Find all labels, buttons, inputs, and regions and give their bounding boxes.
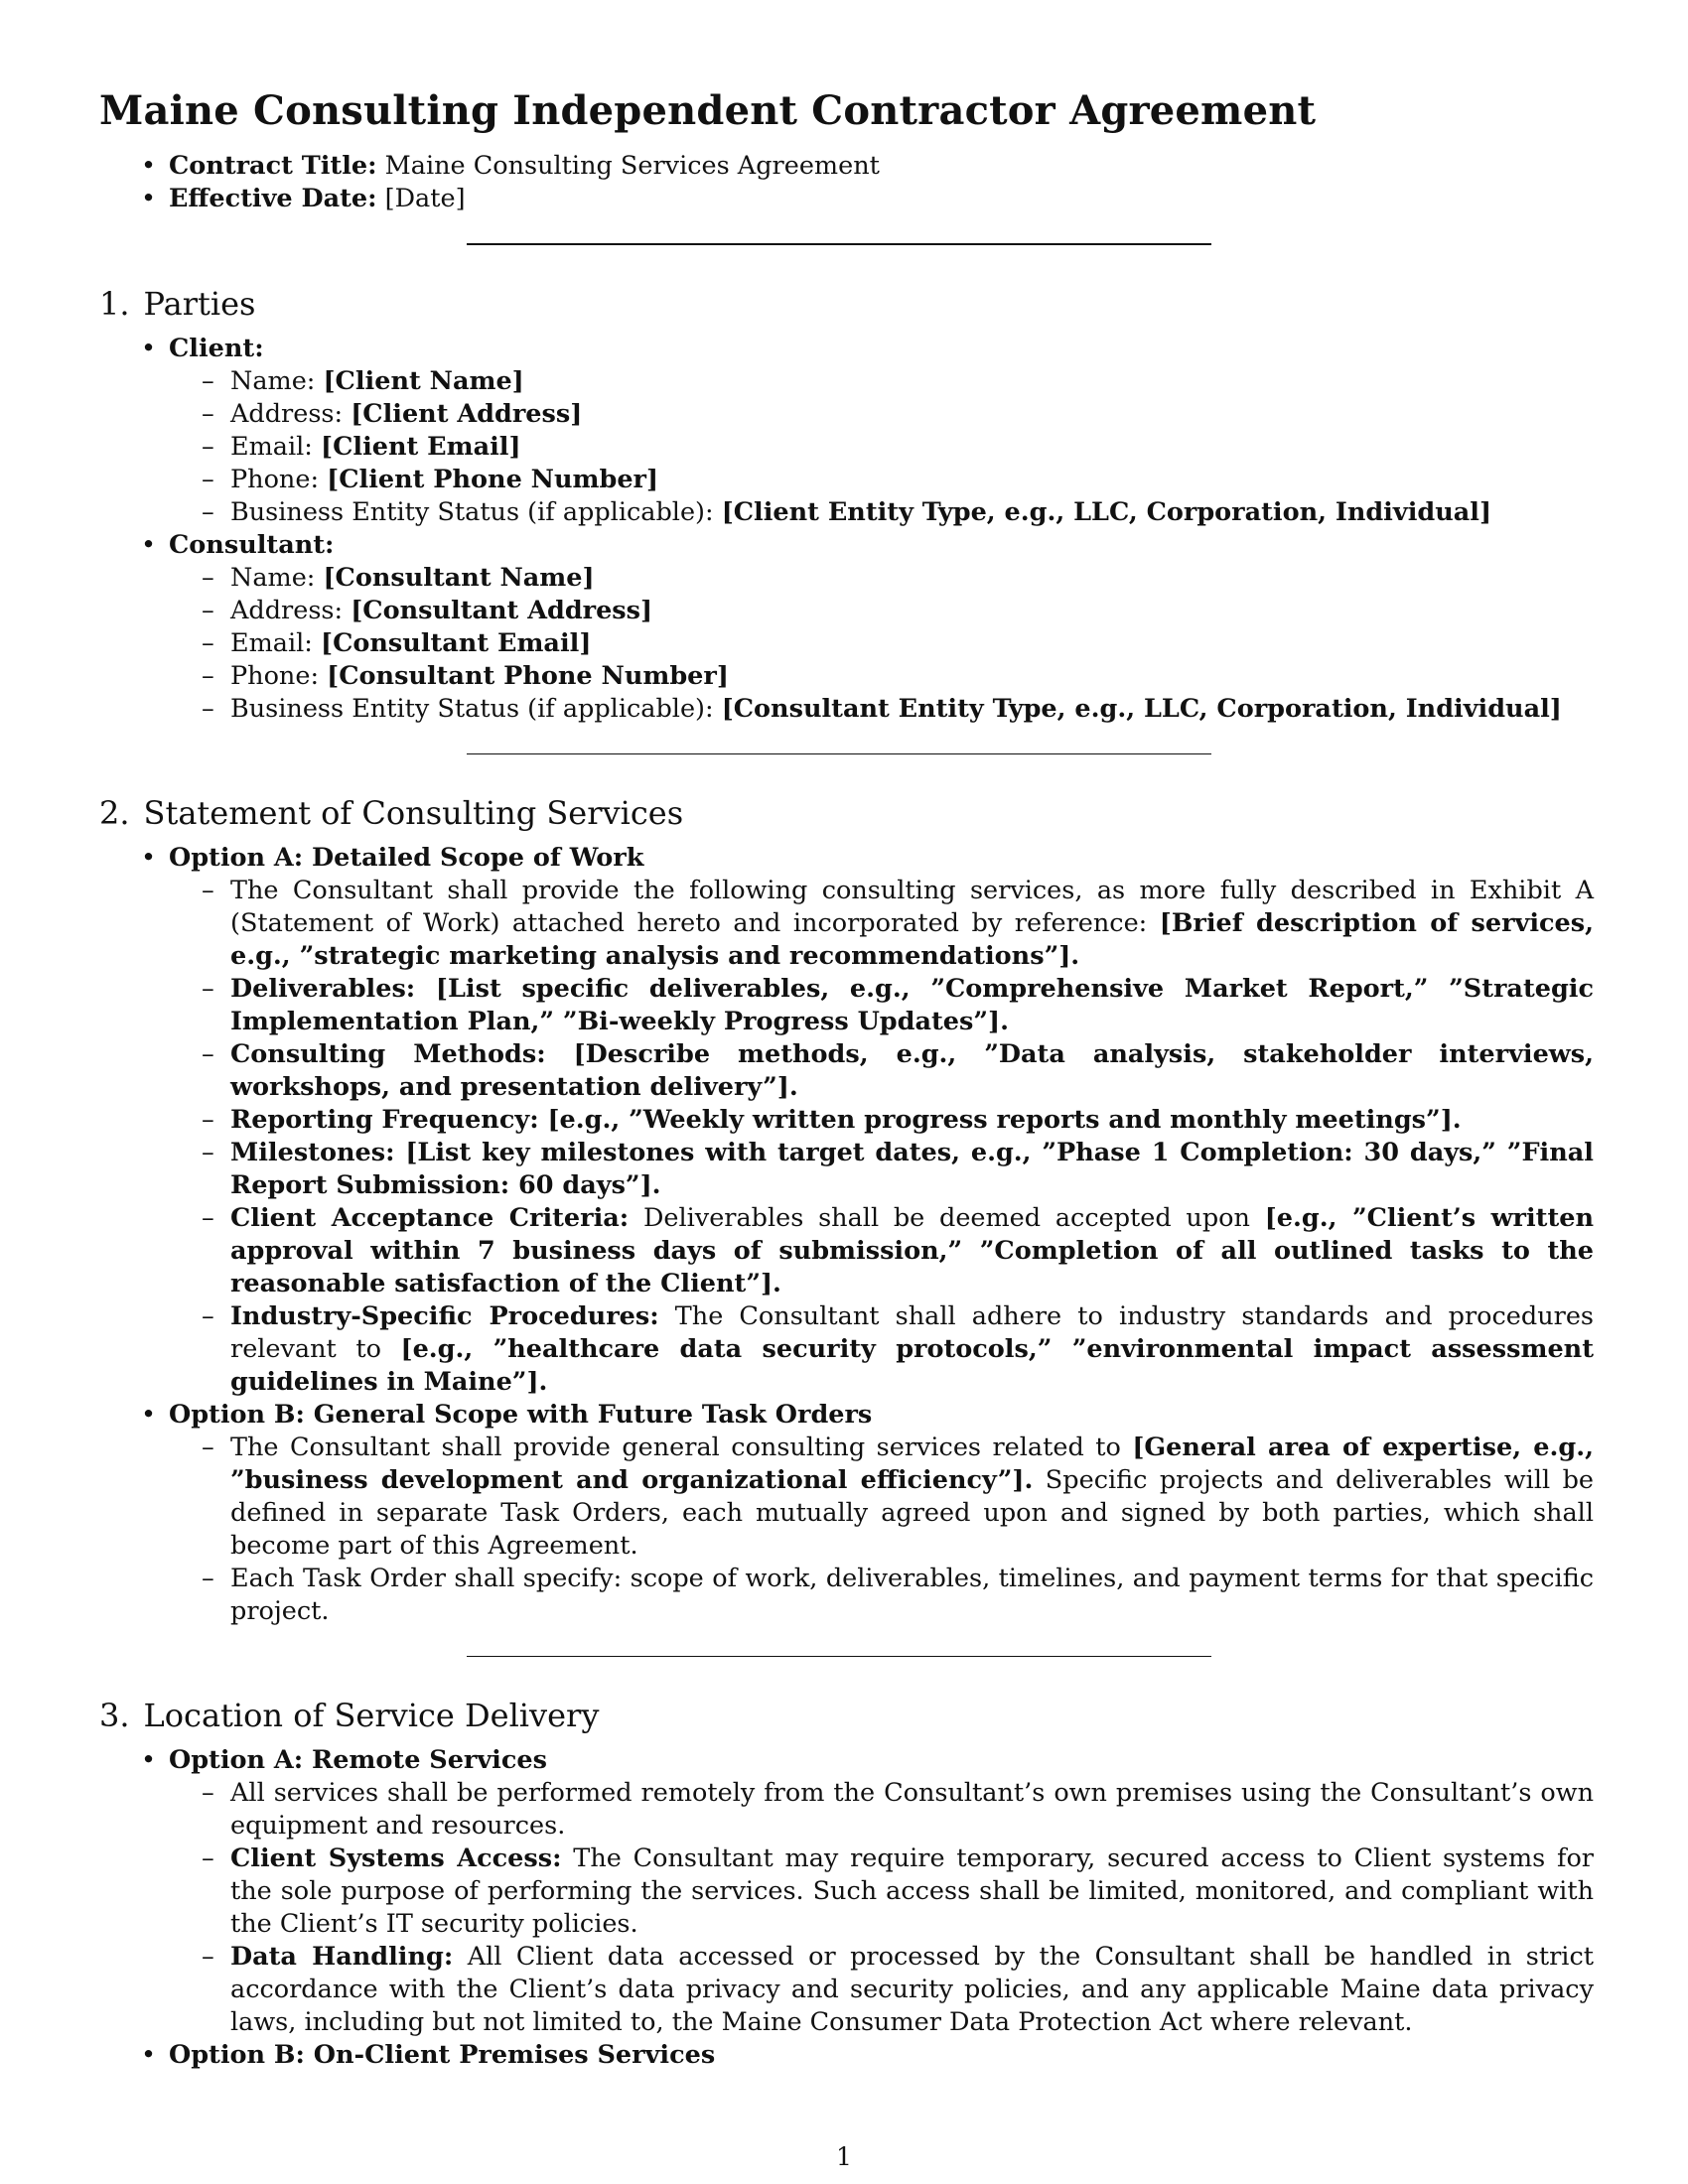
clause-placeholder: Milestones: [List key milestones with target dates, e.g., ”Phase 1 Completion: 30 days,” ”Final Report Submission: 60 days”]. xyxy=(230,1138,1594,1200)
field-label: Email: xyxy=(230,628,322,658)
option-label: Option A: Detailed Scope of Work xyxy=(169,843,644,873)
field-placeholder: [Client Email] xyxy=(321,432,521,462)
clause-text: The Consultant shall provide general consulting services related to xyxy=(230,1433,1133,1462)
field-placeholder: [Client Address] xyxy=(351,399,583,429)
remote-services xyxy=(169,1777,1594,1843)
field-label: Phone: xyxy=(230,465,328,494)
clause-text: All services shall be performed remotely from the Consultant’s own premises using the Consultant’s own equipment and resources. xyxy=(230,1778,1594,1841)
effective-date-item xyxy=(99,183,1594,215)
client-address xyxy=(169,398,1594,431)
acceptance-criteria xyxy=(169,1202,1594,1300)
field-placeholder: [Consultant Address] xyxy=(351,596,653,625)
parties-list xyxy=(99,333,1594,726)
location-option-a xyxy=(99,1744,1594,2039)
consultant-details xyxy=(230,562,1594,726)
option-label: Option B: On-Client Premises Services xyxy=(169,2040,716,2070)
section-heading-location xyxy=(99,1697,1594,1734)
clause-text: The Consultant shall adhere to industry standards and procedures relevant to xyxy=(230,1301,1594,1364)
field-label: Phone: xyxy=(230,661,328,691)
section-divider xyxy=(467,753,1211,754)
option-label: Option A: Remote Services xyxy=(169,1745,547,1775)
section-divider xyxy=(467,243,1211,245)
section-divider xyxy=(467,1656,1211,1657)
data-handling xyxy=(169,1941,1594,2039)
clause-placeholder: Consulting Methods: [Describe methods, e.g., ”Data analysis, stakeholder interviews, workshops, and presentation delivery”]. xyxy=(230,1039,1594,1102)
section-title: Location of Service Delivery xyxy=(143,1697,600,1734)
field-label: Address: xyxy=(230,596,352,625)
section-number: 1. xyxy=(99,285,130,323)
contract-title-item xyxy=(99,150,1594,183)
option-label: Option B: General Scope with Future Task Orders xyxy=(169,1400,873,1430)
field-placeholder: [Client Name] xyxy=(323,366,524,396)
clause-label: Client Systems Access: xyxy=(230,1843,562,1873)
contract-title-label: Contract Title: xyxy=(169,151,377,181)
client-details xyxy=(230,365,1594,529)
field-placeholder: [Consultant Phone Number] xyxy=(327,661,729,691)
client-systems-access xyxy=(169,1843,1594,1941)
section-title: Statement of Consulting Services xyxy=(143,794,684,832)
field-label: Business Entity Status (if applicable): xyxy=(230,694,722,724)
reporting-frequency xyxy=(169,1104,1594,1137)
location-options-list xyxy=(99,1744,1594,2072)
document-page xyxy=(99,87,1594,2072)
section-consulting-services xyxy=(99,794,1594,1628)
contract-title-value: Maine Consulting Services Agreement xyxy=(376,151,880,181)
section-parties xyxy=(99,285,1594,726)
field-placeholder: [Consultant Email] xyxy=(321,628,592,658)
field-label: Address: xyxy=(230,399,352,429)
client-name xyxy=(169,365,1594,398)
consulting-methods xyxy=(169,1038,1594,1104)
services-option-b xyxy=(99,1399,1594,1628)
field-placeholder: [Consultant Entity Type, e.g., LLC, Corporation, Individual] xyxy=(721,694,1562,724)
clause-label: Data Handling: xyxy=(230,1942,454,1972)
client-label: Client: xyxy=(169,334,264,363)
services-option-b-details xyxy=(230,1432,1594,1628)
milestones xyxy=(169,1137,1594,1202)
industry-procedures xyxy=(169,1300,1594,1399)
clause-placeholder: [e.g., ”Weekly written progress reports and monthly meetings”]. xyxy=(538,1105,1462,1135)
clause-text: The Consultant shall provide the following consulting services, as more fully described in Exhibit A (Statement of Work) attached hereto and incorporated by reference: xyxy=(230,876,1594,938)
section-location xyxy=(99,1697,1594,2072)
field-label: Name: xyxy=(230,366,324,396)
services-options-list xyxy=(99,842,1594,1628)
field-placeholder: [Client Phone Number] xyxy=(327,465,659,494)
client-phone xyxy=(169,464,1594,496)
clause-placeholder: Deliverables: [List specific deliverables, e.g., ”Comprehensive Market Report,” ”Strategic Implementation Plan,” ”Bi-weekly Progress Updates”]. xyxy=(230,974,1594,1036)
task-order-spec xyxy=(169,1563,1594,1628)
clause-placeholder: [Brief description of services, e.g., ”strategic marketing analysis and recommendations”]. xyxy=(230,908,1595,971)
client-email xyxy=(169,431,1594,464)
deliverables xyxy=(169,973,1594,1038)
scope-description xyxy=(169,875,1594,973)
field-placeholder: [Consultant Name] xyxy=(323,563,595,593)
effective-date-label: Effective Date: xyxy=(169,184,377,213)
section-heading-parties xyxy=(99,285,1594,323)
consultant-email xyxy=(169,627,1594,660)
client-entity xyxy=(169,496,1594,529)
page-number: 1 xyxy=(836,2142,852,2171)
clause-placeholder: [e.g., ”Client’s written approval within 7 business days of submission,” ”Completion of all outlined tasks to the reasonable satisfaction of the Client”]. xyxy=(230,1203,1594,1298)
section-title: Parties xyxy=(143,285,256,323)
clause-placeholder: [e.g., ”healthcare data security protocols,” ”environmental impact assessment guidelines in Maine”]. xyxy=(230,1334,1594,1397)
consultant-label: Consultant: xyxy=(169,530,335,560)
section-number: 3. xyxy=(99,1697,130,1734)
services-option-a xyxy=(99,842,1594,1399)
clause-text: Each Task Order shall specify: scope of work, deliverables, timelines, and payment terms for that specific project. xyxy=(230,1564,1594,1626)
field-placeholder: [Client Entity Type, e.g., LLC, Corporation, Individual] xyxy=(721,497,1492,527)
field-label: Business Entity Status (if applicable): xyxy=(230,497,722,527)
consultant-entity xyxy=(169,693,1594,726)
contract-meta-list xyxy=(99,150,1594,215)
document-title: Maine Consulting Independent Contractor Agreement xyxy=(99,87,1317,134)
section-number: 2. xyxy=(99,794,130,832)
consultant-phone xyxy=(169,660,1594,693)
location-option-b xyxy=(99,2039,1594,2072)
consultant-name xyxy=(169,562,1594,595)
clause-text: Specific projects and deliverables will be defined in separate Task Orders, each mutually agreed upon and signed by both parties, which shall become part of this Agreement. xyxy=(230,1465,1594,1561)
clause-label: Reporting Frequency: xyxy=(230,1105,539,1135)
clause-text: All Client data accessed or processed by the Consultant shall be handled in strict accordance with the Client’s data privacy and security policies, and any applicable Maine data privacy laws, including but not limited to, the Maine Consumer Data Protection Act where relevant. xyxy=(230,1942,1594,2037)
section-heading-services xyxy=(99,794,1594,832)
location-option-a-details xyxy=(230,1777,1594,2039)
client-item xyxy=(99,333,1594,529)
general-scope xyxy=(169,1432,1594,1563)
field-label: Name: xyxy=(230,563,324,593)
consultant-address xyxy=(169,595,1594,627)
clause-label: Industry-Specific Procedures: xyxy=(230,1301,659,1331)
consultant-item xyxy=(99,529,1594,726)
field-label: Email: xyxy=(230,432,322,462)
services-option-a-details xyxy=(230,875,1595,1399)
clause-placeholder: [General area of expertise, e.g., ”business development and organizational efficiency”]. xyxy=(230,1433,1594,1495)
clause-text: The Consultant may require temporary, secured access to Client systems for the sole purpose of performing the services. Such access shall be limited, monitored, and compliant with the Client’s IT security policies. xyxy=(230,1843,1594,1939)
effective-date-value: [Date] xyxy=(376,184,466,213)
clause-label: Client Acceptance Criteria: xyxy=(230,1203,630,1233)
clause-text: Deliverables shall be deemed accepted upon xyxy=(629,1203,1265,1233)
